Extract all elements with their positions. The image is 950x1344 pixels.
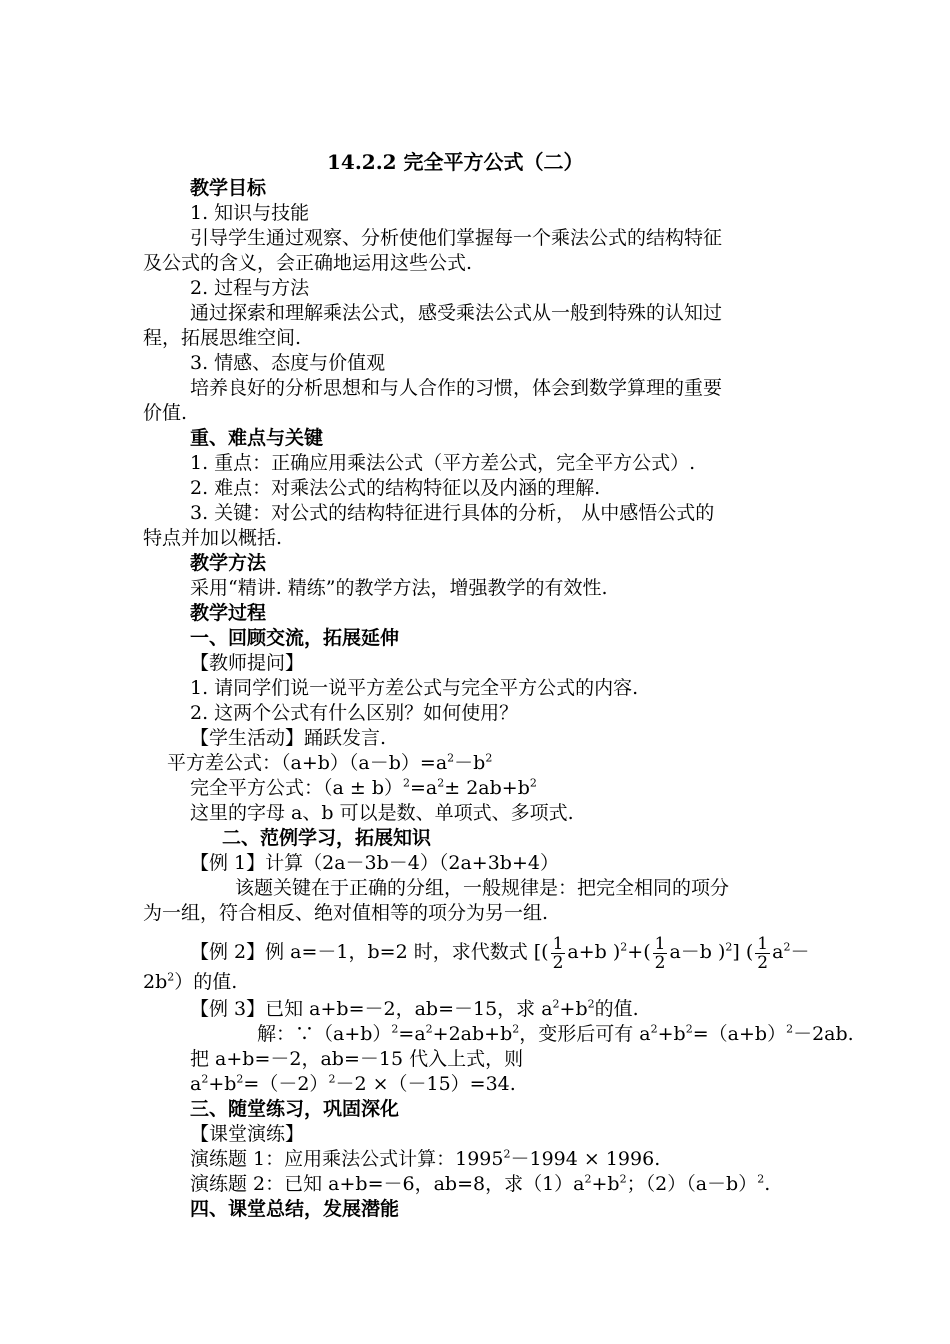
section-1-heading: 一、回顾交流，拓展延伸	[190, 627, 400, 649]
example-1-explanation: 该题关键在于正确的分组，一般规律是：把完全相同的项分	[235, 877, 730, 899]
goal-2-title: 2. 过程与方法	[190, 277, 310, 299]
heading-methods: 教学方法	[190, 552, 267, 574]
heading-goals: 教学目标	[190, 177, 267, 199]
example-3-result: $a^2+b^2=(-2)^2-2 \times(-15)=34$.	[190, 1072, 516, 1095]
teacher-question-label: 【教师提问】	[190, 652, 305, 674]
example-2: 【例 2】例 a=－1，b=2 时，求代数式 [( $\frac{1}{2}$ a+b )$^2$+( $\frac{1}{2}$ a－b )$^2$] ( $\frac{1}{2}$ $a^2-$	[190, 933, 810, 973]
goal-3-text-cont: 价值.	[143, 402, 188, 424]
perfect-square-formula: 完全平方公式：$(a \pm b)^2=a^2\pm 2ab+b^2$	[190, 776, 537, 799]
section-2-heading: 二、范例学习，拓展知识	[222, 827, 432, 849]
fraction-half: $\frac{1}{2}$	[552, 933, 564, 973]
goal-1-text: 引导学生通过观察、分析使他们掌握每一个乘法公式的结构特征	[190, 227, 723, 249]
heading-process: 教学过程	[190, 602, 267, 624]
fraction-half: $\frac{1}{2}$	[757, 933, 769, 973]
heading-key-points: 重、难点与关键	[190, 427, 324, 449]
goal-3-title: 3. 情感、态度与价值观	[190, 352, 386, 374]
goal-3-text: 培养良好的分析思想和与人合作的习惯，体会到数学算理的重要	[190, 377, 723, 399]
classroom-practice-label: 【课堂演练】	[190, 1123, 305, 1145]
question-2: 2. 这两个公式有什么区别？如何使用？	[190, 702, 519, 724]
example-3: 【例 3】已知 a+b=－2，ab=－15，求 $a^2+b^2$的值.	[190, 997, 639, 1020]
section-4-heading: 四、课堂总结，发展潜能	[190, 1198, 400, 1220]
fraction-half: $\frac{1}{2}$	[654, 933, 666, 973]
goal-2-text-cont: 程，拓展思维空间.	[143, 327, 302, 349]
key-point-3-cont: 特点并加以概括.	[143, 527, 283, 549]
example-3-solution: 解：$\because(a+b)^2=a^2+2ab+b^2$，变形后可有 $a^2+b^2=(a+b)^2-2ab$.	[257, 1022, 854, 1045]
key-point-2: 2. 难点：对乘法公式的结构特征以及内涵的理解.	[190, 477, 601, 499]
practice-2: 演练题 2：已知 a+b=－6，ab=8，求$(1)a^2+b^2$；$(2)(a-b)^2$.	[190, 1172, 771, 1195]
methods-text: 采用“精讲. 精练”的教学方法，增强教学的有效性.	[190, 577, 608, 599]
letters-note: 这里的字母 a、b 可以是数、单项式、多项式.	[190, 802, 574, 824]
page-title: 14.2.2 完全平方公式（二）	[327, 150, 584, 174]
section-3-heading: 三、随堂练习，巩固深化	[190, 1098, 400, 1120]
practice-1: 演练题 1：应用乘法公式计算：$1995^2-1994 \times 1996$.	[190, 1147, 661, 1170]
goal-1-text-cont: 及公式的含义，会正确地运用这些公式.	[143, 252, 473, 274]
goal-1-title: 1. 知识与技能	[190, 202, 310, 224]
question-1: 1. 请同学们说一说平方差公式与完全平方公式的内容.	[190, 677, 639, 699]
key-point-1: 1. 重点：正确应用乘法公式（平方差公式，完全平方公式）.	[190, 452, 696, 474]
example-1-explanation-cont: 为一组，符合相反、绝对值相等的项分为另一组.	[143, 902, 549, 924]
student-activity: 【学生活动】踊跃发言.	[190, 727, 387, 749]
difference-of-squares-formula: 平方差公式：$(a+b)(a-b)=a^2-b^2$	[167, 751, 493, 774]
example-2-cont: $2b^2$）的值.	[143, 970, 238, 993]
example-1: 【例 1】计算（2a－3b－4）（2a+3b+4）	[190, 852, 559, 874]
key-point-3: 3. 关键：对公式的结构特征进行具体的分析， 从中感悟公式的	[190, 502, 715, 524]
example-3-substitution: 把 a+b=－2，ab=－15 代入上式，则	[190, 1048, 524, 1070]
goal-2-text: 通过探索和理解乘法公式，感受乘法公式从一般到特殊的认知过	[190, 302, 723, 324]
